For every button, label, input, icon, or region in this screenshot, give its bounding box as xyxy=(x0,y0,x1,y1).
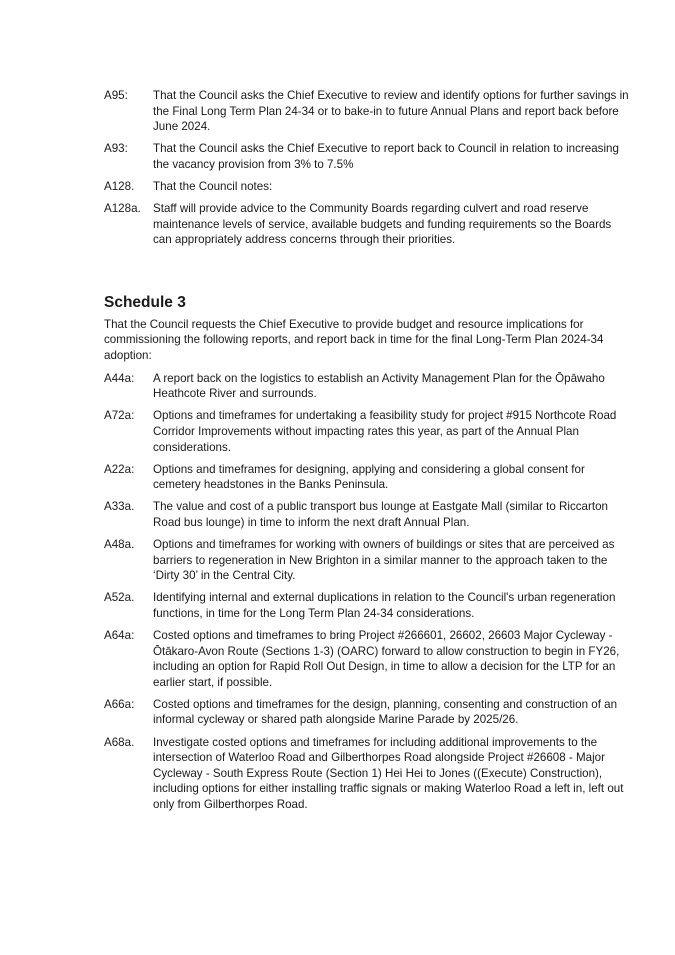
schedule-item-text: A report back on the logistics to establish an Activity Management Plan for the Ōpāwaho Heathcote River and surrounds. xyxy=(153,371,605,401)
schedule-item xyxy=(104,628,632,690)
schedule-item-text: Options and timeframes for undertaking a feasibility study for project #915 Northcote Road Corridor Improvements without impacting rates this year, as part of the Annual Plan considerations. xyxy=(153,409,617,454)
resolution-number: A93: xyxy=(104,142,128,156)
schedule-item xyxy=(104,590,632,621)
schedule-heading: Schedule 3 xyxy=(104,293,186,311)
schedule-item-text: Options and timeframes for designing, applying and considering a global consent for cemetery headstones in the Banks Peninsula. xyxy=(153,462,585,492)
resolution-item xyxy=(104,201,632,248)
resolution-text: That the Council asks the Chief Executive to review and identify options for further savings in the Final Long Term Plan 24-34 or to bake-in to future Annual Plans and report back before June 2024. xyxy=(153,89,629,134)
schedule-intro: That the Council requests the Chief Executive to provide budget and resource implications for commissioning the following reports, and report back in time for the final Long-Term Plan 2024-34 adoption: xyxy=(104,317,604,363)
resolution-number: A128. xyxy=(104,179,135,193)
schedule-item xyxy=(104,408,632,455)
schedule-item-number: A33a. xyxy=(104,500,135,514)
schedule-item xyxy=(104,499,632,530)
schedule-item-text: Costed options and timeframes for the design, planning, consenting and construction of an informal cycleway or shared path alongside Marine Parade by 2025/26. xyxy=(153,697,618,727)
resolution-item xyxy=(104,179,632,195)
schedule-item-number: A72a: xyxy=(104,409,135,423)
resolution-text: Staff will provide advice to the Community Boards regarding culvert and road reserve maintenance levels of service, available budgets and funding requirements so the Boards can appropriately address concerns through their priorities. xyxy=(153,202,612,247)
schedule-item xyxy=(104,735,632,813)
schedule-item-number: A22a: xyxy=(104,462,135,476)
schedule-item-number: A52a. xyxy=(104,591,135,605)
schedule-item xyxy=(104,537,632,584)
schedule-item xyxy=(104,371,632,402)
schedule-item-text: Identifying internal and external duplications in relation to the Council's urban regeneration functions, in time for the Long Term Plan 24-34 considerations. xyxy=(153,591,616,620)
resolution-text: That the Council notes: xyxy=(153,179,273,193)
schedule-item-text: Costed options and timeframes to bring Project #266601, 26602, 26603 Major Cycleway - Ōtākaro-Avon Route (Sections 1-3) (OARC) forward to allow construction to begin in FY26, including an option for Rapid Roll Out Design, in time to allow a decision for the LTP for an earlier start, if possible. xyxy=(153,628,620,689)
resolution-item xyxy=(104,141,632,172)
schedule-item-text: Investigate costed options and timeframes for including additional improvements to the intersection of Waterloo Road and Gilberthorpes Road alongside Project #26608 - Major Cycleway - South Express Route (Section 1) Hei Hei to Jones ((Execute) Construction), including options for either installing traffic signals or making Waterloo Road a left in, left out only from Gilberthorpes Road. xyxy=(153,735,624,811)
schedule-item-text: Options and timeframes for working with owners of buildings or sites that are perceived as barriers to regeneration in New Brighton in a similar manner to the approach taken to the ‘Dirty 30’ in the Central City. xyxy=(153,537,615,583)
resolution-text: That the Council asks the Chief Executive to report back to Council in relation to increasing the vacancy provision from 3% to 7.5% xyxy=(153,142,619,171)
schedule-item-number: A64a: xyxy=(104,628,135,642)
document-page xyxy=(104,88,632,819)
resolutions-top-list xyxy=(104,88,632,248)
schedule-item-number: A44a: xyxy=(104,371,135,385)
resolution-number: A128a. xyxy=(104,202,141,216)
resolution-item xyxy=(104,88,632,135)
schedule-item xyxy=(104,462,632,493)
schedule-item-number: A66a: xyxy=(104,697,135,711)
schedule-item-number: A68a. xyxy=(104,735,135,749)
schedule-items-list xyxy=(104,371,632,813)
resolution-number: A95: xyxy=(104,89,128,102)
schedule-item-number: A48a. xyxy=(104,537,135,551)
schedule-item xyxy=(104,697,632,728)
schedule-item-text: The value and cost of a public transport bus lounge at Eastgate Mall (similar to Riccarton Road bus lounge) in time to inform the next draft Annual Plan. xyxy=(153,500,608,529)
